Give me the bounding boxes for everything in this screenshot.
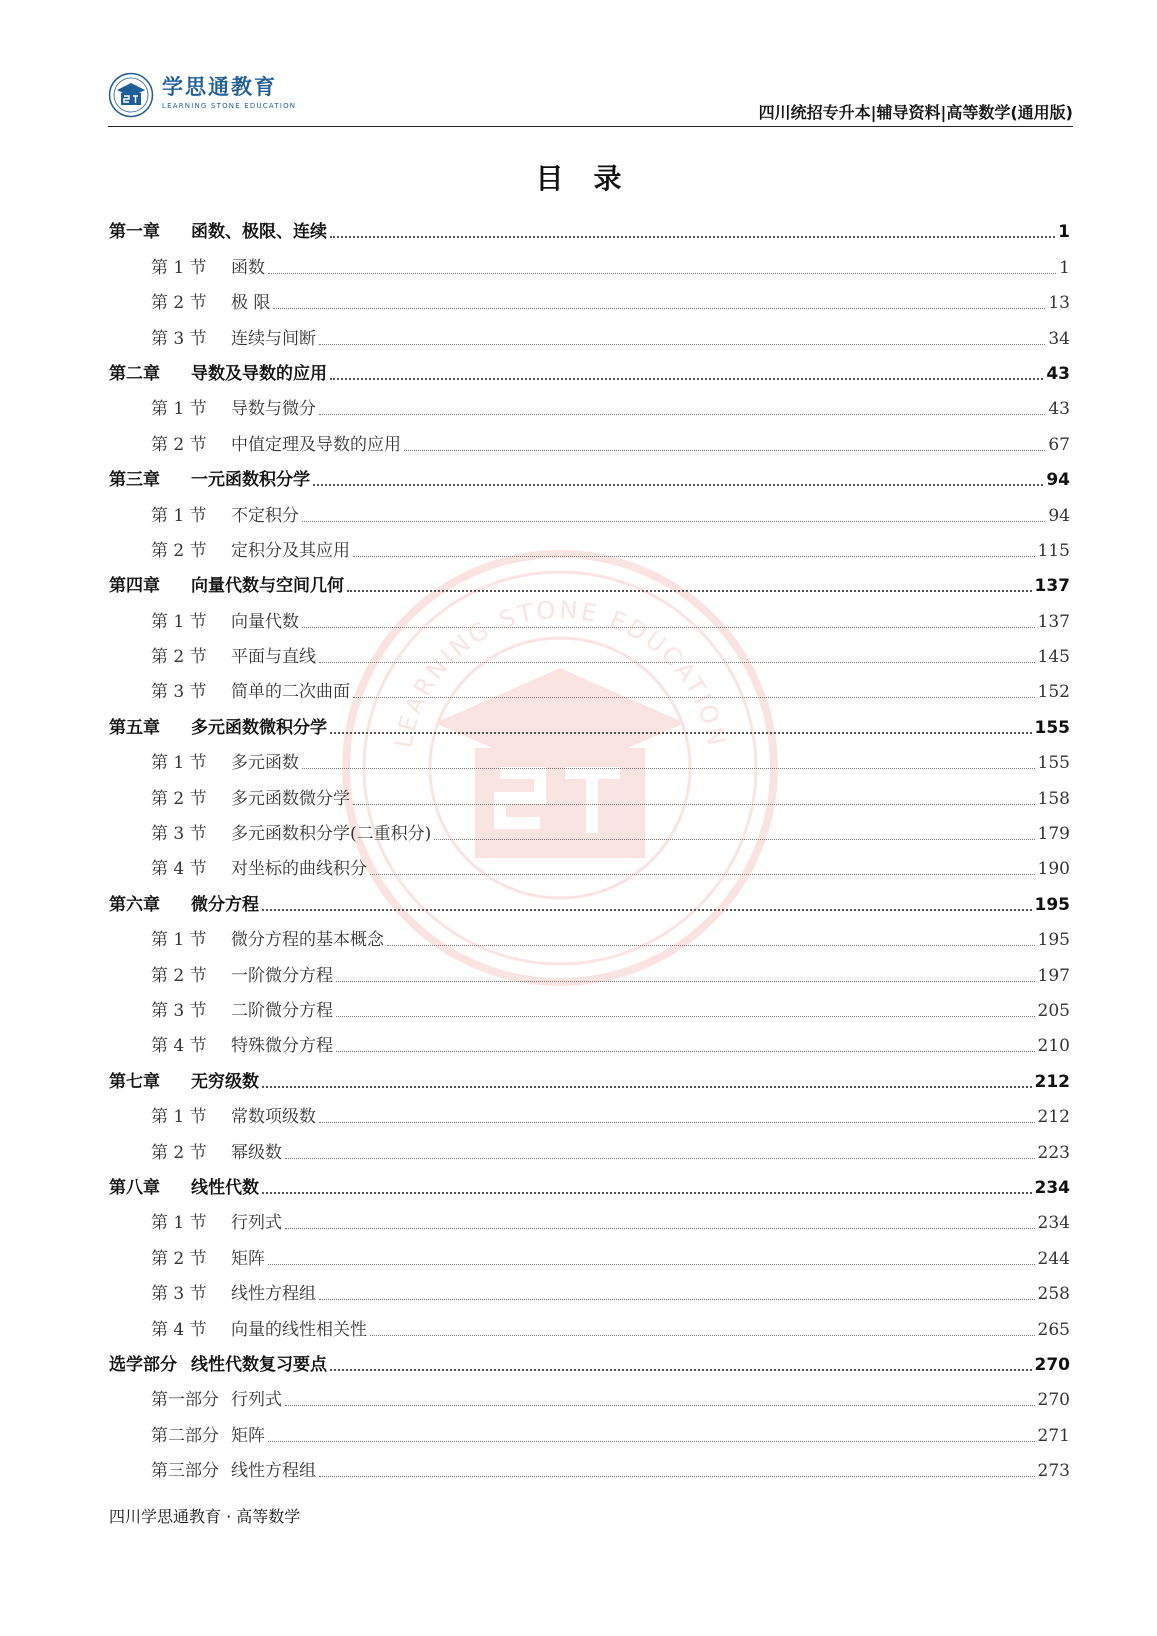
toc-chapter-entry[interactable] bbox=[109, 1347, 1070, 1382]
toc-dot-leader bbox=[353, 697, 1035, 698]
toc-entry-label bbox=[151, 858, 367, 886]
toc-dot-leader bbox=[330, 732, 1032, 734]
toc-section-entry[interactable] bbox=[109, 1240, 1070, 1275]
toc-page-number: 67 bbox=[1048, 434, 1070, 455]
toc-page-number: 234 bbox=[1034, 1177, 1070, 1198]
toc-entry-number: 第 1 节 bbox=[151, 753, 207, 774]
toc-entry-label bbox=[109, 1071, 259, 1099]
toc-dot-leader bbox=[302, 627, 1035, 628]
toc-dot-leader bbox=[370, 874, 1035, 875]
toc-dot-leader bbox=[336, 1016, 1035, 1017]
toc-page-number: 270 bbox=[1037, 1390, 1070, 1411]
toc-entry-number: 第一部分 bbox=[151, 1390, 219, 1411]
toc-dot-leader bbox=[285, 1158, 1035, 1159]
toc-dot-leader bbox=[268, 1441, 1035, 1442]
toc-page-number: 205 bbox=[1037, 1000, 1070, 1021]
toc-entry-label bbox=[151, 1035, 333, 1063]
toc-entry-title: 导数及导数的应用 bbox=[191, 363, 327, 384]
toc-entry-label bbox=[151, 1142, 282, 1170]
toc-entry-title: 矩阵 bbox=[231, 1248, 265, 1269]
toc-entry-label bbox=[109, 363, 327, 391]
toc-dot-leader bbox=[319, 662, 1035, 663]
toc-dot-leader bbox=[336, 981, 1035, 982]
toc-section-entry[interactable] bbox=[109, 816, 1070, 851]
toc-entry-title: 线性代数 bbox=[191, 1177, 259, 1198]
toc-chapter-entry[interactable] bbox=[109, 462, 1070, 497]
toc-entry-title: 多元函数微积分学 bbox=[191, 717, 327, 738]
toc-page-number: 115 bbox=[1037, 540, 1070, 561]
brand bbox=[162, 74, 296, 112]
toc-entry-number: 第 2 节 bbox=[151, 647, 207, 668]
toc-page-number: 13 bbox=[1048, 293, 1070, 314]
toc-section-entry[interactable] bbox=[109, 1311, 1070, 1346]
toc-page-number: 137 bbox=[1037, 611, 1070, 632]
toc-page-number: 179 bbox=[1037, 824, 1070, 845]
toc-section-entry[interactable] bbox=[109, 533, 1070, 568]
toc-entry-number: 第 3 节 bbox=[151, 1000, 207, 1021]
toc-dot-leader bbox=[285, 1405, 1035, 1406]
toc-entry-label bbox=[151, 1425, 265, 1453]
toc-dot-leader bbox=[319, 344, 1045, 345]
toc-entry-label bbox=[109, 894, 259, 922]
toc-entry-title: 中值定理及导数的应用 bbox=[231, 434, 401, 455]
toc-entry-label bbox=[151, 434, 401, 462]
toc-entry-number: 第 3 节 bbox=[151, 824, 207, 845]
toc-entry-title: 多元函数微分学 bbox=[231, 788, 350, 809]
table-of-contents bbox=[109, 214, 1070, 1488]
toc-page-number: 43 bbox=[1048, 399, 1070, 420]
toc-entry-title: 极 限 bbox=[231, 293, 271, 314]
toc-page-number: 94 bbox=[1048, 505, 1070, 526]
toc-chapter-entry[interactable] bbox=[109, 214, 1070, 249]
toc-entry-number: 第五章 bbox=[109, 717, 160, 738]
toc-page-number: 234 bbox=[1037, 1213, 1070, 1234]
toc-dot-leader bbox=[336, 1051, 1035, 1052]
toc-entry-label bbox=[151, 505, 299, 533]
toc-entry-label bbox=[109, 717, 327, 745]
toc-entry-title: 一元函数积分学 bbox=[191, 470, 310, 491]
toc-page-number: 270 bbox=[1034, 1354, 1070, 1375]
toc-dot-leader bbox=[319, 1299, 1035, 1300]
toc-dot-leader bbox=[313, 484, 1043, 486]
toc-entry-label bbox=[151, 1389, 282, 1417]
toc-entry-title: 线性方程组 bbox=[231, 1461, 316, 1482]
toc-entry-label bbox=[151, 646, 316, 674]
toc-page-number: 34 bbox=[1048, 328, 1070, 349]
toc-entry-number: 第 1 节 bbox=[151, 505, 207, 526]
toc-page-number: 210 bbox=[1037, 1036, 1070, 1057]
toc-entry-label bbox=[151, 1106, 316, 1134]
toc-page-number: 271 bbox=[1037, 1425, 1070, 1446]
toc-entry-number: 第二部分 bbox=[151, 1425, 219, 1446]
toc-dot-leader bbox=[268, 1264, 1035, 1265]
toc-entry-number: 第 4 节 bbox=[151, 1319, 207, 1340]
toc-entry-number: 第 1 节 bbox=[151, 1213, 207, 1234]
toc-dot-leader bbox=[330, 236, 1055, 238]
toc-entry-title: 向量代数 bbox=[231, 611, 299, 632]
toc-page-number: 155 bbox=[1037, 753, 1070, 774]
toc-entry-label bbox=[151, 1000, 333, 1028]
toc-section-entry[interactable] bbox=[109, 1028, 1070, 1063]
toc-entry-label bbox=[151, 788, 350, 816]
toc-page-number: 197 bbox=[1037, 965, 1070, 986]
toc-section-entry[interactable] bbox=[109, 1276, 1070, 1311]
toc-entry-number: 第 1 节 bbox=[151, 1107, 207, 1128]
toc-page-number: 195 bbox=[1034, 894, 1070, 915]
toc-page-number: 152 bbox=[1037, 682, 1070, 703]
toc-entry-title: 函数 bbox=[231, 257, 265, 278]
toc-dot-leader bbox=[319, 1476, 1035, 1477]
toc-entry-title: 简单的二次曲面 bbox=[231, 682, 350, 703]
toc-dot-leader bbox=[262, 1086, 1032, 1088]
toc-page-number: 155 bbox=[1034, 717, 1070, 738]
toc-entry-number: 选学部分 bbox=[109, 1354, 177, 1375]
toc-section-entry[interactable] bbox=[109, 1099, 1070, 1134]
toc-section-entry[interactable] bbox=[109, 922, 1070, 957]
toc-dot-leader bbox=[370, 1335, 1035, 1336]
toc-section-entry[interactable] bbox=[109, 780, 1070, 815]
toc-entry-title: 多元函数 bbox=[231, 753, 299, 774]
toc-entry-label bbox=[151, 398, 316, 426]
toc-entry-title: 幂级数 bbox=[231, 1142, 282, 1163]
toc-entry-label bbox=[151, 257, 265, 285]
toc-entry-number: 第 2 节 bbox=[151, 434, 207, 455]
toc-page-number: 265 bbox=[1037, 1319, 1070, 1340]
toc-entry-title: 不定积分 bbox=[231, 505, 299, 526]
toc-entry-label bbox=[151, 823, 431, 851]
toc-entry-title: 线性代数复习要点 bbox=[191, 1354, 327, 1375]
toc-entry-number: 第 1 节 bbox=[151, 399, 207, 420]
toc-entry-number: 第 2 节 bbox=[151, 293, 207, 314]
toc-entry-number: 第六章 bbox=[109, 894, 160, 915]
toc-entry-label bbox=[151, 1319, 367, 1347]
toc-entry-number: 第 3 节 bbox=[151, 682, 207, 703]
toc-dot-leader bbox=[330, 378, 1043, 380]
toc-entry-label bbox=[109, 1354, 327, 1382]
toc-dot-leader bbox=[404, 450, 1045, 451]
toc-entry-title: 常数项级数 bbox=[231, 1107, 316, 1128]
toc-entry-title: 微分方程 bbox=[191, 894, 259, 915]
toc-entry-label bbox=[151, 611, 299, 639]
toc-page-number: 94 bbox=[1046, 470, 1070, 491]
toc-page-number: 1 bbox=[1058, 222, 1070, 243]
page-footer: 四川学思通教育 · 高等数学 bbox=[109, 1507, 301, 1526]
toc-page-number: 212 bbox=[1034, 1071, 1070, 1092]
toc-entry-title: 定积分及其应用 bbox=[231, 540, 350, 561]
toc-dot-leader bbox=[434, 839, 1034, 840]
toc-dot-leader bbox=[353, 556, 1035, 557]
toc-entry-number: 第三章 bbox=[109, 470, 160, 491]
toc-section-entry[interactable] bbox=[109, 993, 1070, 1028]
toc-entry-title: 二阶微分方程 bbox=[231, 1000, 333, 1021]
toc-dot-leader bbox=[330, 1369, 1032, 1371]
toc-chapter-entry[interactable] bbox=[109, 709, 1070, 744]
toc-entry-label bbox=[151, 540, 350, 568]
toc-page-number: 1 bbox=[1059, 257, 1070, 278]
toc-entry-title: 行列式 bbox=[231, 1213, 282, 1234]
toc-section-entry[interactable] bbox=[109, 426, 1070, 461]
toc-chapter-entry[interactable] bbox=[109, 886, 1070, 921]
toc-entry-number: 第 4 节 bbox=[151, 1036, 207, 1057]
toc-section-entry[interactable] bbox=[109, 1453, 1070, 1488]
toc-dot-leader bbox=[302, 521, 1045, 522]
toc-entry-number: 第 2 节 bbox=[151, 965, 207, 986]
toc-entry-title: 一阶微分方程 bbox=[231, 965, 333, 986]
toc-entry-label bbox=[109, 221, 327, 249]
toc-entry-title: 线性方程组 bbox=[231, 1284, 316, 1305]
toc-entry-title: 向量的线性相关性 bbox=[231, 1319, 367, 1340]
toc-entry-title: 向量代数与空间几何 bbox=[191, 576, 344, 597]
toc-entry-label bbox=[151, 1460, 316, 1488]
toc-entry-number: 第七章 bbox=[109, 1071, 160, 1092]
toc-entry-label bbox=[109, 469, 310, 497]
toc-entry-title: 特殊微分方程 bbox=[231, 1036, 333, 1057]
toc-entry-number: 第 2 节 bbox=[151, 1142, 207, 1163]
toc-dot-leader bbox=[302, 768, 1035, 769]
toc-entry-number: 第二章 bbox=[109, 363, 160, 384]
toc-entry-number: 第 3 节 bbox=[151, 1284, 207, 1305]
toc-page-number: 145 bbox=[1037, 647, 1070, 668]
toc-entry-number: 第 4 节 bbox=[151, 859, 207, 880]
toc-page-number: 190 bbox=[1037, 859, 1070, 880]
page-header bbox=[0, 0, 1157, 130]
toc-section-entry[interactable] bbox=[109, 285, 1070, 320]
toc-entry-label bbox=[109, 1177, 259, 1205]
toc-entry-number: 第 1 节 bbox=[151, 930, 207, 951]
toc-entry-number: 第 1 节 bbox=[151, 257, 207, 278]
toc-entry-title: 微分方程的基本概念 bbox=[231, 930, 384, 951]
toc-section-entry[interactable] bbox=[109, 391, 1070, 426]
toc-entry-title: 多元函数积分学(二重积分) bbox=[231, 824, 432, 845]
toc-section-entry[interactable] bbox=[109, 851, 1070, 886]
toc-entry-label bbox=[151, 929, 384, 957]
toc-dot-leader bbox=[353, 804, 1035, 805]
toc-page-number: 43 bbox=[1046, 363, 1070, 384]
toc-dot-leader bbox=[273, 308, 1045, 309]
toc-section-entry[interactable] bbox=[109, 1205, 1070, 1240]
toc-page-number: 258 bbox=[1037, 1284, 1070, 1305]
toc-entry-number: 第 2 节 bbox=[151, 788, 207, 809]
toc-section-entry[interactable] bbox=[109, 1382, 1070, 1417]
toc-section-entry[interactable] bbox=[109, 957, 1070, 992]
toc-section-entry[interactable] bbox=[109, 320, 1070, 355]
toc-section-entry[interactable] bbox=[109, 1134, 1070, 1169]
toc-dot-leader bbox=[262, 909, 1032, 911]
toc-chapter-entry[interactable] bbox=[109, 568, 1070, 603]
toc-entry-title: 连续与间断 bbox=[231, 328, 316, 349]
watermark-text: LEARNING STONE EDUCATION bbox=[389, 595, 731, 751]
toc-page-number: 212 bbox=[1037, 1107, 1070, 1128]
toc-dot-leader bbox=[387, 945, 1035, 946]
toc-entry-label bbox=[151, 1248, 265, 1276]
toc-section-entry[interactable] bbox=[109, 497, 1070, 532]
toc-dot-leader bbox=[268, 273, 1056, 274]
toc-entry-number: 第八章 bbox=[109, 1177, 160, 1198]
logo-icon bbox=[108, 72, 154, 118]
toc-entry-title: 函数、极限、连续 bbox=[191, 222, 327, 243]
toc-dot-leader bbox=[262, 1192, 1032, 1194]
toc-entry-title: 导数与微分 bbox=[231, 399, 316, 420]
toc-dot-leader bbox=[347, 590, 1032, 592]
page-title: 目录 bbox=[535, 162, 652, 195]
header-title: 四川统招专升本|辅导资料|高等数学(通用版) bbox=[758, 103, 1073, 122]
toc-entry-title: 矩阵 bbox=[231, 1425, 265, 1446]
toc-entry-number: 第四章 bbox=[109, 576, 160, 597]
toc-entry-label bbox=[151, 1212, 282, 1240]
toc-section-entry[interactable] bbox=[109, 674, 1070, 709]
toc-chapter-entry[interactable] bbox=[109, 356, 1070, 391]
toc-entry-number: 第 1 节 bbox=[151, 611, 207, 632]
toc-dot-leader bbox=[285, 1228, 1035, 1229]
toc-section-entry[interactable] bbox=[109, 603, 1070, 638]
header-rule bbox=[108, 126, 1073, 127]
toc-entry-label bbox=[151, 328, 316, 356]
toc-page-number: 195 bbox=[1037, 930, 1070, 951]
toc-entry-number: 第三部分 bbox=[151, 1461, 219, 1482]
toc-section-entry[interactable] bbox=[109, 639, 1070, 674]
toc-page-number: 158 bbox=[1037, 788, 1070, 809]
toc-chapter-entry[interactable] bbox=[109, 1170, 1070, 1205]
toc-page-number: 273 bbox=[1037, 1461, 1070, 1482]
toc-entry-number: 第 3 节 bbox=[151, 328, 207, 349]
toc-entry-number: 第 2 节 bbox=[151, 1248, 207, 1269]
toc-entry-title: 平面与直线 bbox=[231, 647, 316, 668]
toc-entry-number: 第 2 节 bbox=[151, 540, 207, 561]
toc-entry-title: 对坐标的曲线积分 bbox=[231, 859, 367, 880]
toc-section-entry[interactable] bbox=[109, 249, 1070, 284]
toc-entry-title: 无穷级数 bbox=[191, 1071, 259, 1092]
toc-page-number: 137 bbox=[1034, 576, 1070, 597]
toc-dot-leader bbox=[319, 414, 1045, 415]
toc-section-entry[interactable] bbox=[109, 1417, 1070, 1452]
toc-section-entry[interactable] bbox=[109, 745, 1070, 780]
brand-tagline: LEARNING STONE EDUCATION bbox=[162, 102, 297, 110]
toc-entry-label bbox=[151, 1283, 316, 1311]
toc-entry-label bbox=[109, 575, 344, 603]
toc-entry-title: 行列式 bbox=[231, 1390, 282, 1411]
toc-entry-label bbox=[151, 965, 333, 993]
toc-dot-leader bbox=[319, 1122, 1035, 1123]
toc-entry-label bbox=[151, 752, 299, 780]
toc-entry-label bbox=[151, 292, 270, 320]
brand-name: 学思通教育 bbox=[162, 75, 277, 99]
toc-entry-number: 第一章 bbox=[109, 222, 160, 243]
toc-chapter-entry[interactable] bbox=[109, 1063, 1070, 1098]
toc-entry-label bbox=[151, 681, 350, 709]
toc-page-number: 223 bbox=[1037, 1142, 1070, 1163]
toc-page-number: 244 bbox=[1037, 1248, 1070, 1269]
